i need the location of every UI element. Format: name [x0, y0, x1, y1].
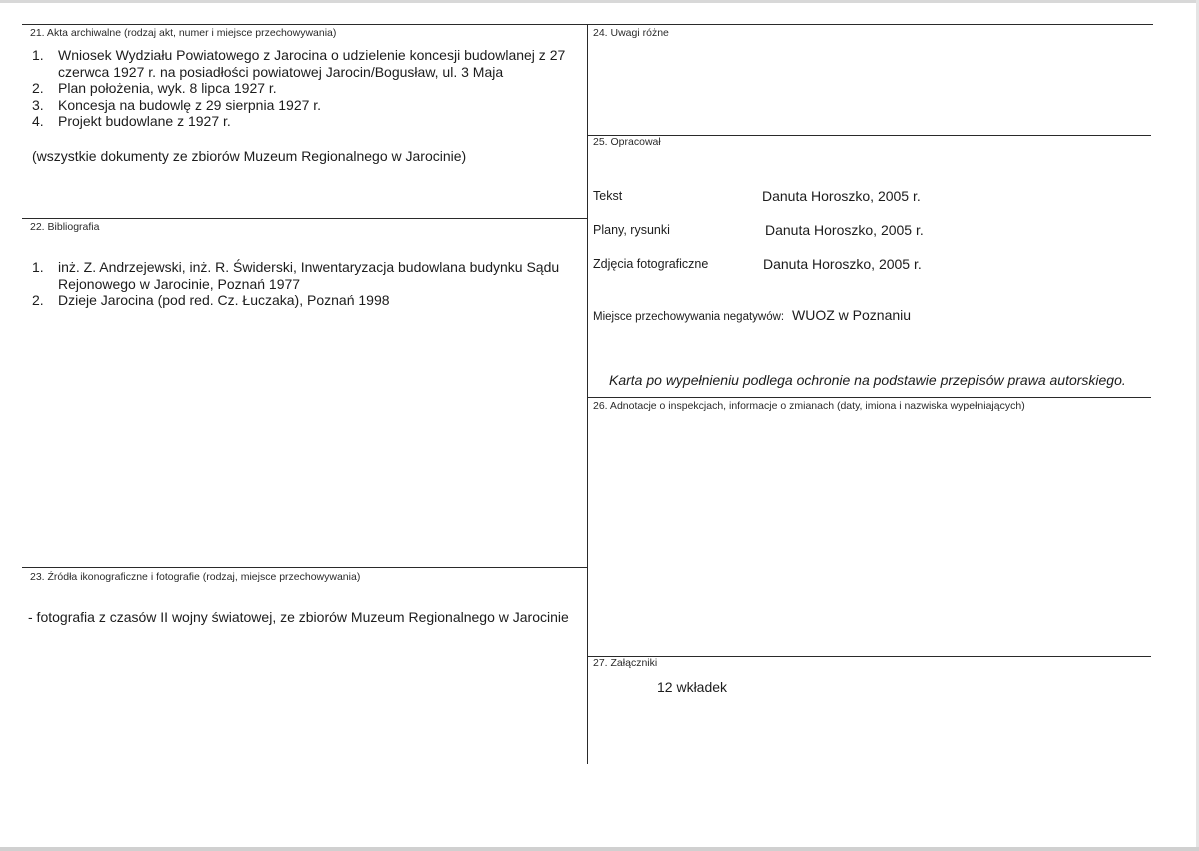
section-27-header: 27. Załączniki — [593, 657, 658, 669]
copyright-notice: Karta po wypełnieniu podlega ochronie na podstawie przepisów prawa autorskiego. — [609, 372, 1126, 388]
section-27-top-rule — [588, 656, 1151, 657]
list-number: 1. — [32, 259, 44, 275]
archival-record-item — [32, 47, 577, 80]
negatives-label: Miejsce przechowywania negatywów: — [593, 311, 785, 323]
section-24-top-rule — [588, 24, 1153, 25]
list-number: 2. — [32, 80, 44, 96]
negatives-value: WUOZ w Poznaniu — [792, 307, 912, 323]
author-row-label: Plany, rysunki — [593, 223, 670, 237]
list-item-text: Koncesja na budowlę z 29 sierpnia 1927 r. — [58, 96, 322, 113]
list-item-text: Dzieje Jarocina (pod red. Cz. Łuczaka), Poznań 1998 — [58, 292, 390, 308]
list-number: 3. — [32, 96, 44, 113]
section-25-header: 25. Opracował — [593, 136, 661, 148]
section-25-top-rule — [588, 135, 1151, 136]
list-item-text: Projekt budowlane z 1927 r. — [58, 113, 231, 129]
list-number: 2. — [32, 292, 44, 308]
author-row-value: Danuta Horoszko, 2005 r. — [763, 256, 922, 272]
section-23-header: 23. Źródła ikonograficzne i fotografie (rodzaj, miejsce przechowywania) — [30, 571, 361, 583]
bibliography-list — [32, 259, 577, 309]
bibliography-item — [32, 259, 577, 292]
section-22-header: 22. Bibliografia — [30, 221, 100, 233]
list-item-text: inż. Z. Andrzejewski, inż. R. Świderski, Inwentaryzacja budowlana budynku Sądu Rejonowego w Jarocinie, Poznań 1977 — [58, 259, 560, 292]
bibliography-item — [32, 292, 577, 309]
section-21-top-rule — [22, 24, 588, 25]
list-item-text: Wniosek Wydziału Powiatowego z Jarocina o udzielenie koncesji budowlanej z 27 czerwca 1927 r. na posiadłości powiatowej Jarocin/Bogusław, ul. 3 Maja — [58, 47, 566, 80]
iconographic-sources-text: - fotografia z czasów II wojny światowej, ze zbiorów Muzeum Regionalnego w Jarocinie — [28, 609, 569, 625]
negatives-location — [593, 307, 911, 323]
attachments-count: 12 wkładek — [657, 679, 728, 695]
section-21-header: 21. Akta archiwalne (rodzaj akt, numer i miejsce przechowywania) — [30, 27, 337, 39]
section-26-header: 26. Adnotacje o inspekcjach, informacje o zmianach (daty, imiona i nazwiska wypełniających) — [593, 400, 1025, 412]
page-bottom-edge — [0, 847, 1199, 851]
author-row-label: Tekst — [593, 189, 623, 203]
archival-records-note: (wszystkie dokumenty ze zbiorów Muzeum Regionalnego w Jarocinie) — [32, 148, 467, 164]
author-row-value: Danuta Horoszko, 2005 r. — [762, 188, 921, 204]
list-number: 1. — [32, 47, 44, 63]
list-number: 4. — [32, 113, 44, 129]
author-row-label: Zdjęcia fotograficzne — [593, 257, 709, 271]
list-item-text: Plan położenia, wyk. 8 lipca 1927 r. — [58, 80, 277, 96]
section-23-top-rule — [22, 567, 588, 568]
archival-record-item — [32, 113, 577, 130]
author-row-value: Danuta Horoszko, 2005 r. — [765, 222, 924, 238]
section-24-header: 24. Uwagi różne — [593, 27, 669, 39]
page-top-edge — [0, 0, 1199, 3]
archival-record-item — [32, 97, 577, 114]
section-26-top-rule — [588, 397, 1151, 398]
archival-record-item — [32, 80, 577, 97]
archival-records-list — [32, 47, 577, 130]
section-22-top-rule — [22, 218, 588, 219]
